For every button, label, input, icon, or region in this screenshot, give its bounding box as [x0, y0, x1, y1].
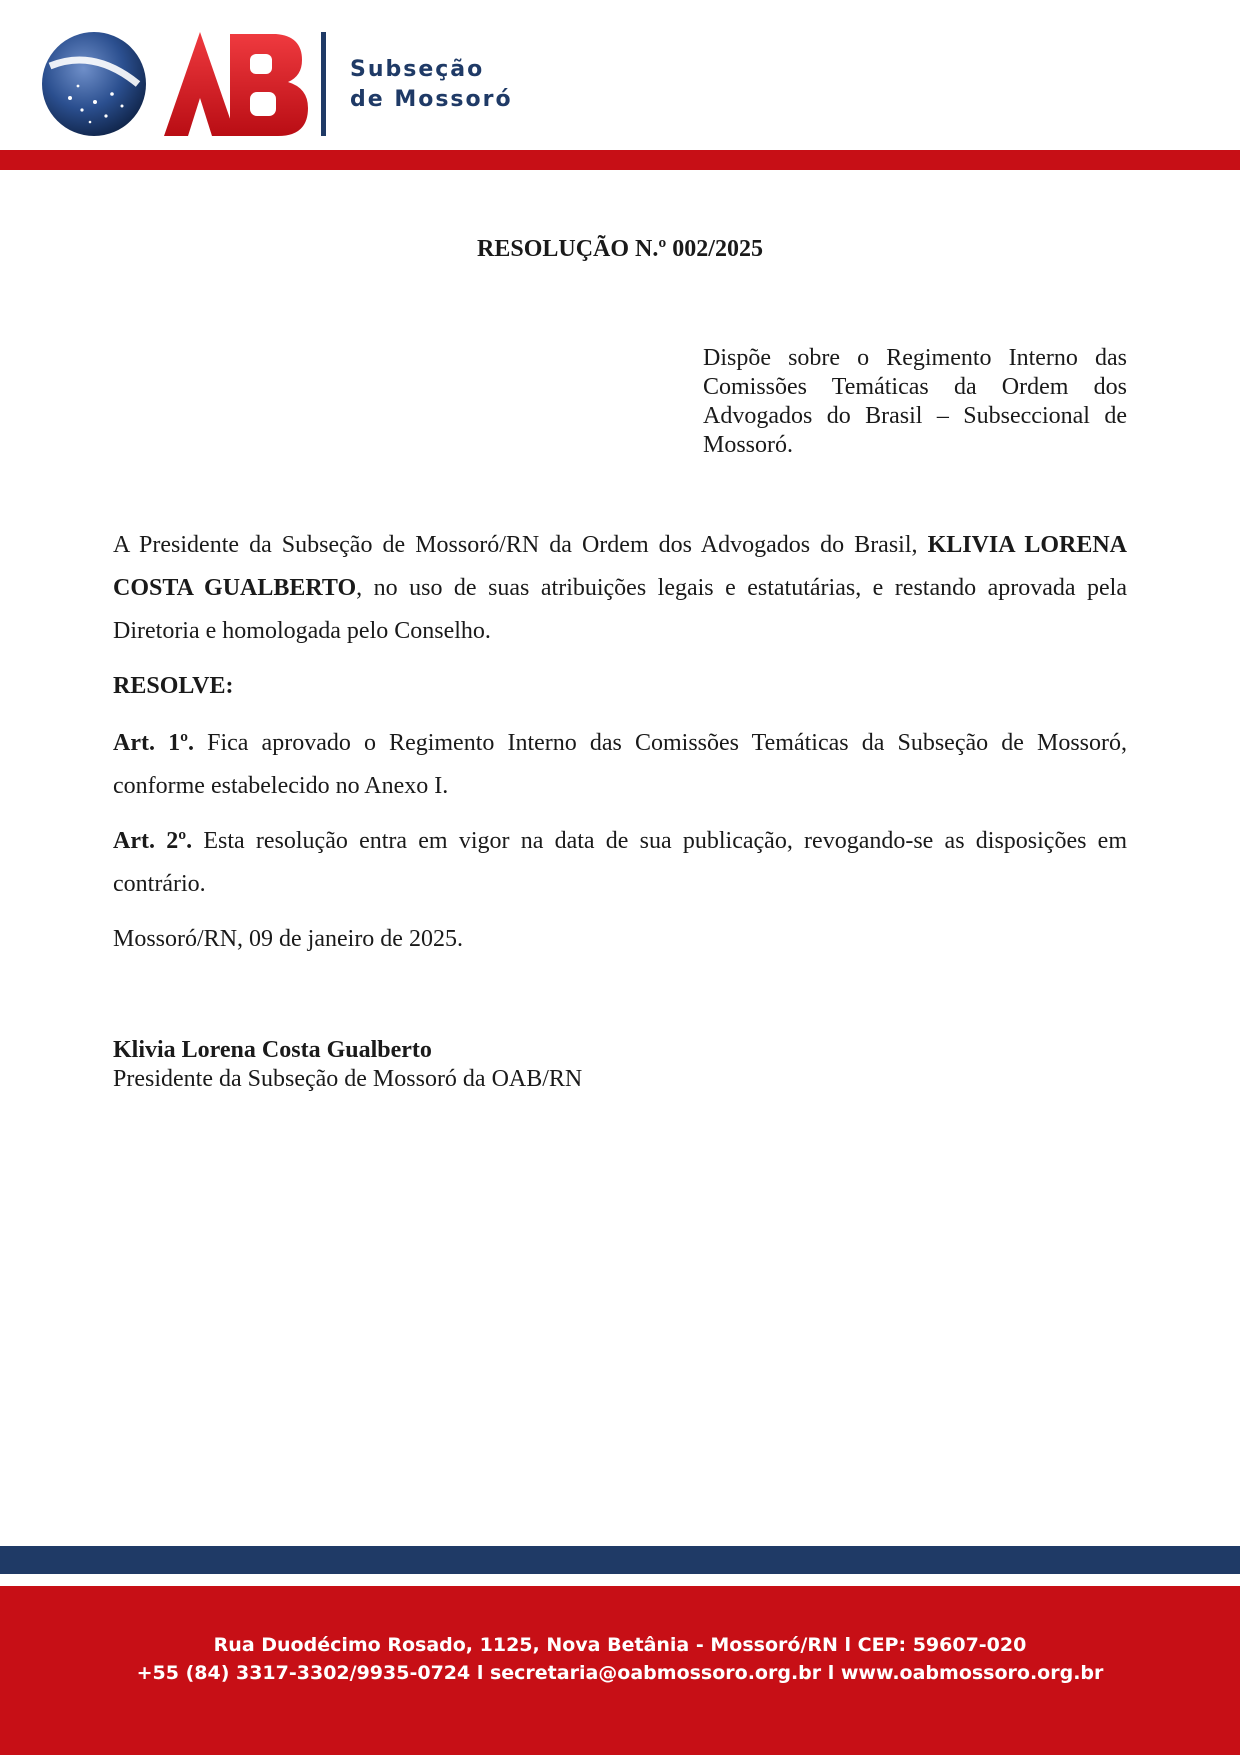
article-2 — [113, 820, 1127, 906]
footer-address: Rua Duodécimo Rosado, 1125, Nova Betânia - Mossoró/RN l CEP: 59607-020 — [213, 1634, 1027, 1656]
preamble-paragraph — [113, 524, 1127, 653]
header-line-2: de Mossoró — [350, 87, 513, 112]
article-1-text: Fica aprovado o Regimento Interno das Comissões Temáticas da Subseção de Mossoró, conforme estabelecido no Anexo I. — [113, 730, 1127, 799]
signer-name: Klivia Lorena Costa Gualberto — [113, 1037, 432, 1063]
article-2-label: Art. 2º. — [113, 828, 193, 854]
header-title — [350, 55, 513, 115]
footer-contacts: +55 (84) 3317-3302/9935-0724 l secretaria@oabmossoro.org.br l www.oabmossoro.org.br — [136, 1662, 1104, 1684]
document-date: Mossoró/RN, 09 de janeiro de 2025. — [113, 926, 463, 952]
president-name: KLIVIA LORENA COSTA GUALBERTO — [113, 532, 1128, 601]
article-1 — [113, 722, 1127, 808]
header-divider — [321, 32, 326, 136]
preamble-end: , no uso de suas atribuições legais e estatutárias, e restando aprovada pela Diretoria e homologada pelo Conselho. — [113, 575, 1127, 644]
header-line-1: Subseção — [350, 57, 485, 82]
ementa: Dispõe sobre o Regimento Interno das Comissões Temáticas da Ordem dos Advogados do Brasil – Subseccional de Mossoró. — [703, 345, 1127, 458]
signer-role: Presidente da Subseção de Mossoró da OAB/RN — [113, 1066, 583, 1092]
signature-block — [113, 1036, 582, 1094]
preamble-start: A Presidente da Subseção de Mossoró/RN da Ordem dos Advogados do Brasil, — [113, 532, 928, 558]
document-title: RESOLUÇÃO N.º 002/2025 — [477, 236, 763, 262]
article-2-text: Esta resolução entra em vigor na data de sua publicação, revogando-se as disposições em contrário. — [113, 828, 1127, 897]
footer-blue-bar — [0, 1546, 1240, 1574]
article-1-label: Art. 1º. — [113, 730, 195, 756]
header-red-bar — [0, 150, 1240, 170]
oab-logo — [40, 28, 310, 140]
resolve-heading: RESOLVE: — [113, 673, 234, 699]
